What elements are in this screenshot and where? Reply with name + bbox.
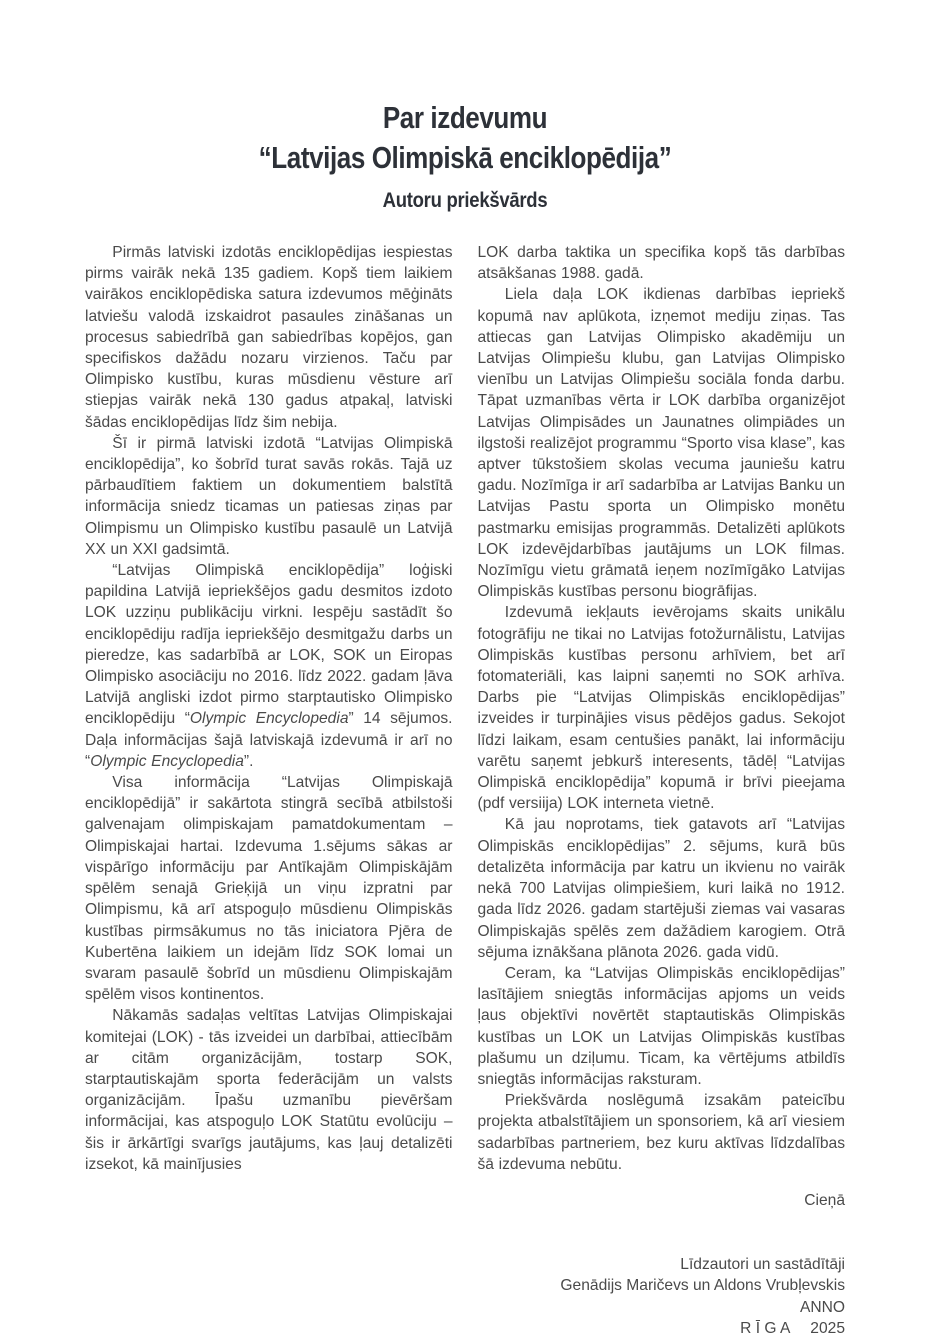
text-segment: Priekšvārda noslēgumā izsakām pateicību projekta atbalstītājiem un sponsoriem, kā arī viesiem sadarbības partneriem, bez kuru aktīvas līdzdalības šā izdevuma nebūtu.: [477, 1092, 845, 1173]
text-segment: ”.: [243, 752, 254, 770]
page-subtitle: Autoru priekšvārds: [382, 189, 548, 212]
text-columns: [0, 242, 930, 1339]
paragraph: [478, 1090, 846, 1175]
paragraph: [478, 602, 846, 814]
paragraph: [478, 814, 846, 962]
closing-salutation: Cieņā: [804, 1191, 845, 1209]
signature-line: Līdzautori un sastādītāji: [680, 1256, 845, 1274]
text-segment: Nākamās sadaļas veltītas Latvijas Olimpiskajai komitejai (LOK) - tās izveidei un darbībai, attiecībām ar citām organizācijām, tostarp SOK, starptautiskajām sporta federācijām un valsts organizācijām. Īpašu uzmanību pievēršam informācijai, kas atspoguļo LOK Statūtu evolūciju – šis ir ārkārtīgi svarīgs jautājums, kas ļauj detalizēti izsekot, kā mainījusies: [85, 1007, 453, 1173]
signature-line: R Ī G A 2025: [740, 1319, 845, 1337]
paragraph: [478, 242, 846, 284]
text-segment: “Latvijas Olimpiskā enciklopēdija” loģiski papildina Latvijā iepriekšējos gadu desmitos izdoto LOK uzziņu publikāciju virkni. Iespēju sastādīt šo enciklopēdiju radīja iepriekšējo desmitgažu darbs un pieredze, kas sadarbībā ar LOK, SOK un Eiropas Olimpisko asociāciju no 2016. līdz 2022. gadam ļāva Latvijā angliski izdot pirmo starptautisko Olimpisko enciklopēdiju “: [85, 562, 453, 728]
text-segment: Kā jau noprotams, tiek gatavots arī “Latvijas Olimpiskās enciklopēdijas” 2. sējums, kurā būs detalizēta informācija par katru un ikvienu no vairāk nekā 700 Latvijas olimpiešiem, kuri laikā no 1912. gada līdz 2026. gadam startējuši ziemas vai vasaras Olimpiskajās spēlēs zem dažādiem karogiem. Otrā sējuma iznākšana plānota 2026. gada vidū.: [477, 816, 845, 961]
text-segment: Izdevumā iekļauts ievērojams skaits unikālu fotogrāfiju ne tikai no Latvijas fotožurnālistu, Latvijas Olimpiskās kustības personu arhīviem, bet arī fotomateriāli, kas laipni saņemti no SOK arhīva. Darbs pie “Latvijas Olimpiskās enciklopēdijas” izveides ir turpinājies visus pēdējos gadus. Sekojot līdzi laikam, esam centušies panākt, lai informāciju varētu saņemt jebkurš interesents, tādēļ “Latvijas Olimpiskā enciklopēdija” kopumā ir brīvi pieejama (pdf versiija) LOK interneta vietnē.: [477, 604, 845, 813]
text-segment: ” 14 sējumos. Daļa informācijas šajā latviskajā izdevumā ir arī no “: [85, 710, 453, 770]
signature-line: Genādijs Maričevs un Aldons Vrubļevskis: [560, 1277, 845, 1295]
paragraph: [85, 772, 453, 1005]
italic-text-segment: Olympic Encyclopedia: [90, 752, 244, 770]
text-segment: Ceram, ka “Latvijas Olimpiskās enciklopēdijas” lasītājiem sniegtās informācijas apjoms un veids ļaus objektīvi novērtēt staptautiskās Olimpiskās kustības un LOK un Latvijas Olimpiskās kustības plašumu un dziļumu. Ticam, ka vērtējums atbildīs sniegtās informācijas raksturam.: [477, 964, 845, 1088]
right-column: [478, 242, 846, 1339]
text-segment: LOK darba taktika un specifika kopš tās darbības atsākšanas 1988. gadā.: [477, 244, 845, 283]
page-title-line2: “Latvijas Olimpiskā enciklopēdija”: [258, 140, 672, 175]
paragraph: [85, 433, 453, 560]
text-segment: Pirmās latviski izdotās enciklopēdijas iespiestas pirms vairāk nekā 135 gadiem. Kopš tiem laikiem vairākos enciklopēdiska satura izdevumos mēģināts latviešu valodā izskaidrot pasaules zināšanas un procesus sabiedrībā gan sabiedrības kopējos, gan specifiskos dažādu nozaru virzienos. Taču par Olimpisko kustību, kuras mūsdienu vēsture arī stiepjas vairāk nekā 130 gadus atpakaļ, latviski šādas enciklopēdijas līdz šim nebija.: [85, 244, 453, 431]
text-segment: Šī ir pirmā latviski izdotā “Latvijas Olimpiskā enciklopēdija”, ko šobrīd turat savās rokās. Tajā uz pārbaudītiem faktiem un dokumentiem balstītā informācija sniedz ticamas un patiesas ziņas par Olimpismu un Olimpisko kustību pasaulē un Latvijā XX un XXI gadsimtā.: [85, 434, 453, 558]
paragraph: [478, 963, 846, 1090]
text-segment: Visa informācija “Latvijas Olimpiskajā enciklopēdijā” ir sakārtota stingrā secībā atbilstoši galvenajam olimpiskajam pamatdokumentam – Olimpiskajai hartai. Izdevuma 1.sējums sākas ar vispārīgo informāciju par Antīkajām Olimpiskājām spēlēm senajā Grieķijā un viņu izpratni par Olimpismu, kā arī atspoguļo mūsdienu Olimpiskās kustības pirmsākumus no tās iniciatora Pjēra de Kubertēna laikiem un idejām līdz SOK lomai un svaram pasaulē šobrīd un mūsdienu Olimpiskajām spēlēm visos kontinentos.: [85, 774, 453, 1004]
signature-block: [478, 1254, 846, 1339]
paragraph: [85, 242, 453, 433]
title-block: [0, 0, 930, 214]
text-segment: Liela daļa LOK ikdienas darbības iepriekš kopumā nav aplūkota, izņemot mediju ziņas. Tas attiecas gan Latvijas Olimpisko akadēmiju un Latvijas Olimpiešu klubu, gan Latvijas Olimpisko vienību un Latvijas Olimpiešu sociāla fonda darbu. Tāpat uzmanības vērta ir LOK darbība organizējot Latvijas Olimpisādes un Jaunatnes olimpiādes un ilgstoši realizējot programmu “Sporto visa klase”, kas aptver tūkstošiem skolas vecuma jauniešu katru gadu. Nozīmīga ir arī sadarbība ar Latvijas Banku un Latvijas Pastu sporta un Olimpisko monētu pastmarku emisijas programmās. Detalizēti aplūkots LOK izdevējdarbības jautājums un LOK filmas. Nozīmīgu vietu grāmatā ieņem nozīmīgāko Latvijas Olimpiskās kustības personu biogrāfijas.: [477, 286, 845, 601]
page-title-line1: Par izdevumu: [382, 100, 548, 135]
signature-line: ANNO: [799, 1298, 845, 1316]
paragraph: [85, 1005, 453, 1175]
left-column: [85, 242, 453, 1339]
italic-text-segment: Olympic Encyclopedia: [189, 710, 349, 728]
paragraph: [478, 284, 846, 602]
paragraph: [85, 560, 453, 772]
